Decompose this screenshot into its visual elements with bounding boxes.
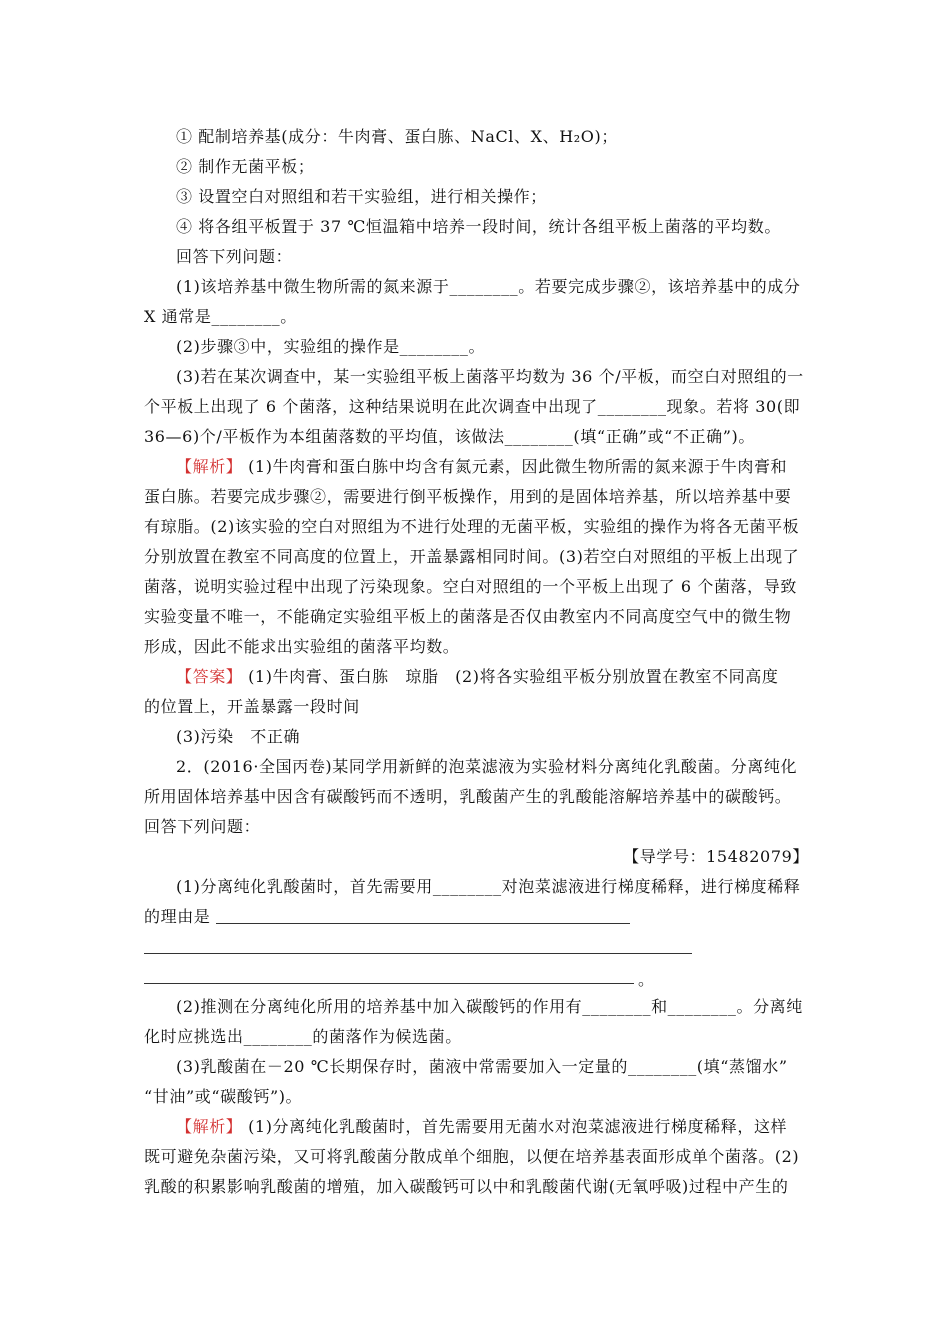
problem-2-line-3: 回答下列问题： (144, 817, 261, 836)
question-3-line-2: 个平板上出现了 6 个菌落，这种结果说明在此次调查中出现了________现象。若将 30(即 (144, 397, 801, 416)
p2-question-2-line-2: 化时应挑选出________的菌落作为候选菌。 (144, 1027, 462, 1046)
answer-blank-rule (144, 983, 634, 984)
step-2-line: ② 制作无菌平板； (176, 157, 315, 176)
analysis-tag: 【解析】 (176, 1117, 243, 1136)
analysis-2-line-2: 既可避免杂菌污染，又可将乳酸菌分散成单个细胞，以便在培养基表面形成单个菌落。(2) (144, 1147, 800, 1166)
problem-2-line-1: 2．(2016·全国丙卷)某同学用新鲜的泡菜滤液为实验材料分离纯化乳酸菌。分离纯化 (176, 757, 798, 776)
answer-blank-rule (216, 923, 630, 924)
analysis-1-line-3: 有琼脂。(2)该实验的空白对照组为不进行处理的无菌平板，实验组的操作为将各无菌平板 (144, 517, 800, 536)
step-3-line: ③ 设置空白对照组和若干实验组，进行相关操作； (176, 187, 547, 206)
question-1-line-1: (1)该培养基中微生物所需的氮来源于________。若要完成步骤②，该培养基中的成分 (176, 277, 801, 296)
question-prompt: 回答下列问题： (176, 247, 293, 266)
answer-line-2: 的位置上，开盖暴露一段时间 (144, 697, 360, 716)
answer-blank-line-3 (144, 962, 809, 992)
answer-blank-line-2 (144, 932, 809, 962)
answer-tag: 【答案】 (176, 667, 243, 686)
analysis-1-line-6: 实验变量不唯一，不能确定实验组平板上的菌落是否仅由教室内不同高度空气中的微生物 (144, 607, 792, 626)
analysis-text: (1)牛肉膏和蛋白胨中均含有氮元素，因此微生物所需的氮来源于牛肉膏和 (242, 457, 788, 476)
document-body (144, 122, 809, 1202)
analysis-2-line-3: 乳酸的积累影响乳酸菌的增殖，加入碳酸钙可以中和乳酸菌代谢(无氧呼吸)过程中产生的 (144, 1177, 789, 1196)
question-3-line-1: (3)若在某次调查中，某一实验组平板上菌落平均数为 36 个/平板，而空白对照组的一 (176, 367, 804, 386)
p2-question-3-line-2: “甘油”或“碳酸钙”)。 (144, 1087, 303, 1106)
analysis-1-line-5: 菌落，说明实验过程中出现了污染现象。空白对照组的一个平板上出现了 6 个菌落，导致 (144, 577, 797, 596)
analysis-tag: 【解析】 (176, 457, 243, 476)
answer-blank-rule (144, 953, 692, 954)
answer-text: (1)牛肉膏、蛋白胨 琼脂 (2)将各实验组平板分别放置在教室不同高度 (242, 667, 779, 686)
reason-label: 的理由是 (144, 907, 211, 926)
period-mark: 。 (638, 970, 655, 989)
analysis-1-line-1 (144, 452, 809, 482)
study-number: 【导学号：15482079】 (623, 847, 809, 866)
p2-question-1-line-1: (1)分离纯化乳酸菌时，首先需要用________对泡菜滤液进行梯度稀释，进行梯度稀释 (176, 877, 801, 896)
analysis-2-line-1 (144, 1112, 809, 1142)
p2-question-1-line-2 (144, 902, 809, 932)
analysis-1-line-7: 形成，因此不能求出实验组的菌落平均数。 (144, 637, 460, 656)
answer-line-1 (144, 662, 809, 692)
analysis-text: (1)分离纯化乳酸菌时，首先需要用无菌水对泡菜滤液进行梯度稀释，这样 (242, 1117, 788, 1136)
p2-question-2-line-1: (2)推测在分离纯化所用的培养基中加入碳酸钙的作用有________和________。分离纯 (176, 997, 803, 1016)
analysis-1-line-2: 蛋白胨。若要完成步骤②，需要进行倒平板操作，用到的是固体培养基，所以培养基中要 (144, 487, 792, 506)
analysis-1-line-4: 分别放置在教室不同高度的位置上，开盖暴露相同时间。(3)若空白对照组的平板上出现了 (144, 547, 800, 566)
question-2-line: (2)步骤③中，实验组的操作是________。 (176, 337, 486, 356)
question-1-line-2: X 通常是________。 (144, 307, 297, 326)
answer-line-3: (3)污染 不正确 (176, 727, 301, 746)
step-4-line: ④ 将各组平板置于 37 ℃恒温箱中培养一段时间，统计各组平板上菌落的平均数。 (176, 217, 781, 236)
step-1-line: ① 配制培养基(成分：牛肉膏、蛋白胨、NaCl、X、H₂O)； (176, 127, 618, 146)
problem-2-line-2: 所用固体培养基中因含有碳酸钙而不透明，乳酸菌产生的乳酸能溶解培养基中的碳酸钙。 (144, 787, 792, 806)
p2-question-3-line-1: (3)乳酸菌在－20 ℃长期保存时，菌液中常需要加入一定量的________(填“蒸馏水” (176, 1057, 788, 1076)
question-3-line-3: 36—6)个/平板作为本组菌落数的平均值，该做法________(填“正确”或“不正确”)。 (144, 427, 755, 446)
